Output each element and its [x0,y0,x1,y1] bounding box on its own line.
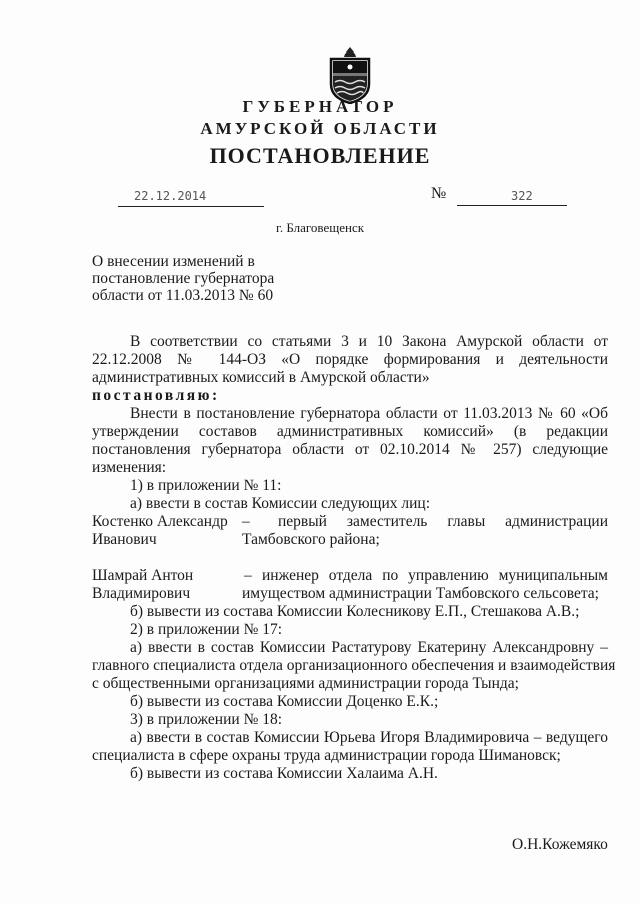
item-2a-line-2: главного специалиста отдела организационного обеспечения и взаимодействия [92,657,616,674]
header-governor: ГУБЕРНАТОР [242,97,398,116]
item-2b: б) вывести из состава Комиссии Доценко Е.К.; [130,693,439,710]
coat-of-arms-icon [325,46,375,104]
item-3-heading: 3) в приложении № 18: [130,711,283,728]
decree-word: постановляю: [92,387,220,404]
person-1-name-line-1: Костенко Александр [92,513,228,530]
document-title: ПОСТАНОВЛЕНИЕ [209,143,431,168]
person-2-position-line-2: имуществом администрации Тамбовского сельсовета; [242,585,599,602]
preamble-line-3: административных комиссий в Амурской области» [92,369,430,386]
signature-name: О.Н.Кожемяко [512,836,608,853]
intro-line-4: изменения: [92,459,167,476]
intro-line-1: Внести в постановление губернатора области от 11.03.2013 № 60 «Об [130,405,608,422]
preamble-line-2: 22.12.2008 № 144-ОЗ «О порядке формирования и деятельности [92,351,608,368]
item-3a-line-2: специалиста в сфере охраны труда администрации города Шимановск; [92,747,561,764]
person-2-name-line-1: Шамрай Антон [92,567,194,584]
item-1a: а) ввести в состав Комиссии следующих лиц: [130,495,431,512]
person-2-name-line-2: Владимирович [92,585,191,602]
person-2-dash: – [244,567,252,584]
intro-line-2: утверждении составов административных комиссий» (в редакции [92,423,608,440]
item-3b: б) вывести из состава Комиссии Халаима А.Н. [130,765,438,782]
decree-subject: О внесении изменений в постановление губернатора области от 11.03.2013 № 60 [92,253,275,304]
item-1-heading: 1) в приложении № 11: [130,477,282,494]
person-1-name-line-2: Иванович [92,531,157,548]
header-region: АМУРСКОЙ ОБЛАСТИ [200,119,440,138]
person-1-dash: – [242,513,250,530]
decree-number: 322 [457,189,567,206]
item-2a-line-1: а) ввести в состав Комиссии Растатурову Екатерину Александровну – [130,639,608,656]
item-2-heading: 2) в приложении № 17: [130,621,283,638]
item-3a-line-1: а) ввести в состав Комиссии Юрьева Игоря Владимировича – ведущего [130,729,608,746]
intro-line-3: постановления губернатора области от 02.10.2014 № 257) следующие [92,441,608,458]
person-1-position-line-1: первый заместитель главы администрации [278,513,608,530]
decree-date: 22.12.2014 [118,189,264,207]
number-label: № [431,185,447,202]
city-name: г. Благовещенск [275,220,365,235]
item-1b: б) вывести из состава Комиссии Колесникову Е.П., Стешакова А.В.; [130,603,580,620]
item-2a-line-3: с общественными организациями администрации города Тында; [92,675,519,692]
preamble-line-1: В соответствии со статьями 3 и 10 Закона Амурской области от [130,333,608,350]
person-1-position-line-2: Тамбовского района; [242,531,380,548]
person-2-position-line-1: инженер отдела по управлению муниципальным [262,567,608,584]
